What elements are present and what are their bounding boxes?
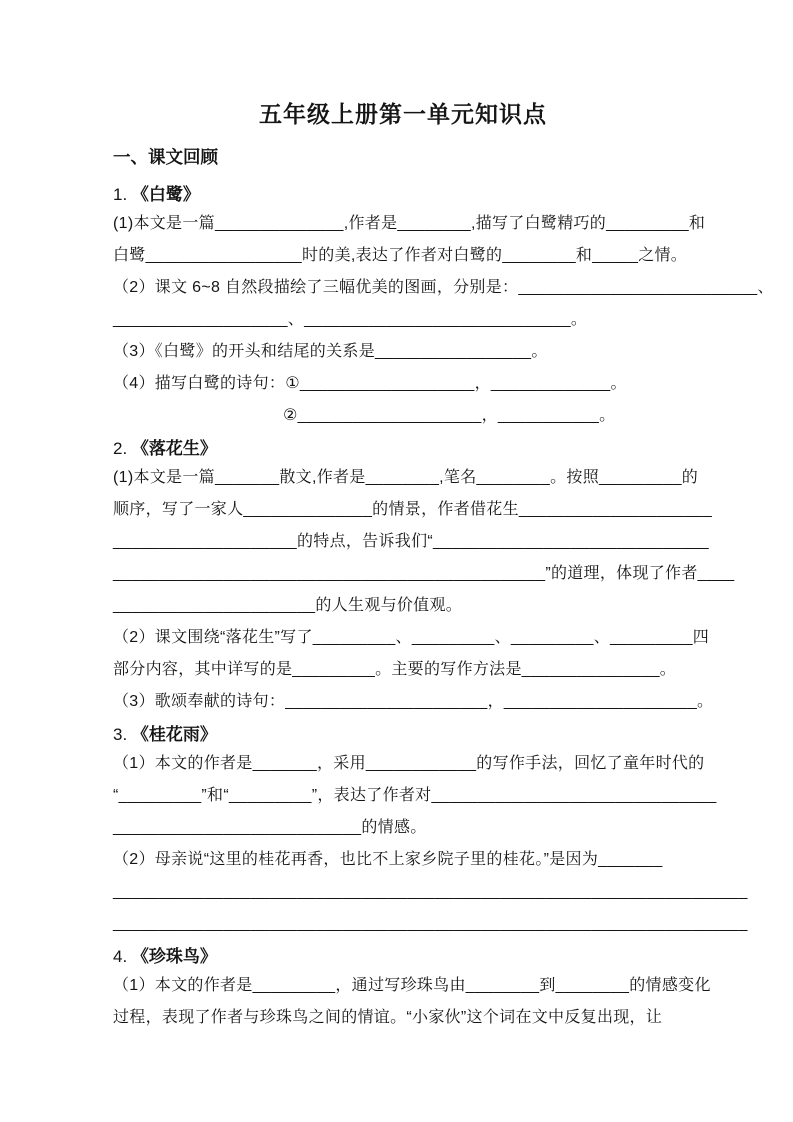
question-line: ______________________的人生观与价值观。 — [113, 597, 463, 614]
question-line: (1)本文是一篇______________,作者是________,描写了白鹭精巧的_________和 — [113, 215, 706, 232]
question-line: （1）本文的作者是_________，通过写珍珠鸟由________到________的情感变化 — [113, 977, 711, 994]
question-line: （2）课文围绕“落花生”写了_________、_________、_________、_________四 — [113, 629, 710, 646]
item-heading-2 — [113, 436, 693, 462]
question-line: （2）母亲说“这里的桂花再香，也比不上家乡院子里的桂花。”是因为_______ — [113, 851, 663, 868]
question-line: （1）本文的作者是_______，采用____________的写作手法，回忆了童年时代的 — [113, 755, 705, 772]
question-line: 顺序，写了一家人______________的情景，作者借花生_____________________ — [113, 501, 713, 518]
item-heading-3 — [113, 722, 693, 748]
question-line: （3）《白鹭》的开头和结尾的关系是_________________。 — [113, 343, 548, 360]
question-line: (1)本文是一篇_______散文,作者是________,笔名________。按照_________的 — [113, 469, 699, 486]
item-book-title: 《桂花雨》 — [131, 725, 217, 744]
blank-answer-line: _____________________________________________________________________ — [113, 915, 748, 932]
item-number: 1. — [113, 185, 128, 204]
question-line: ____________________的特点，告诉我们“______________________________ — [113, 533, 709, 550]
question-line: “_________”和“_________”，表达了作者对_______________________________ — [113, 787, 717, 804]
page-title: 五年级上册第一单元知识点 — [259, 101, 547, 127]
item-number: 2. — [113, 439, 128, 458]
item-heading-4 — [113, 944, 693, 970]
item-number: 3. — [113, 725, 128, 744]
question-line: ②____________________，___________。 — [283, 407, 616, 424]
question-line: （2）课文 6~8 自然段描绘了三幅优美的图画，分别是：__________________________、 — [113, 279, 774, 296]
question-line: 过程，表现了作者与珍珠鸟之间的情谊。“小家伙”这个词在文中反复出现，让 — [113, 1009, 663, 1026]
question-line: ___________________________的情感。 — [113, 819, 427, 836]
item-book-title: 《白鹭》 — [131, 185, 200, 204]
question-line: 部分内容，其中详写的是_________。主要的写作方法是_______________。 — [113, 661, 677, 678]
question-line: （4）描写白鹭的诗句：①___________________，_____________。 — [113, 375, 627, 392]
item-book-title: 《落花生》 — [131, 439, 217, 458]
item-heading-1 — [113, 182, 693, 208]
item-number: 4. — [113, 947, 128, 966]
item-book-title: 《珍珠鸟》 — [131, 947, 217, 966]
blank-answer-line: _____________________________________________________________________ — [113, 883, 748, 900]
question-line: （3）歌颂奉献的诗句：______________________，_____________________。 — [113, 693, 714, 710]
question-line: ___________________、_____________________________。 — [113, 311, 588, 328]
question-line: _______________________________________________”的道理，体现了作者____ — [113, 565, 735, 582]
section-heading: 一、课文回顾 — [113, 147, 218, 167]
question-line: 白鹭_________________时的美,表达了作者对白鹭的________和_____之情。 — [113, 247, 688, 264]
